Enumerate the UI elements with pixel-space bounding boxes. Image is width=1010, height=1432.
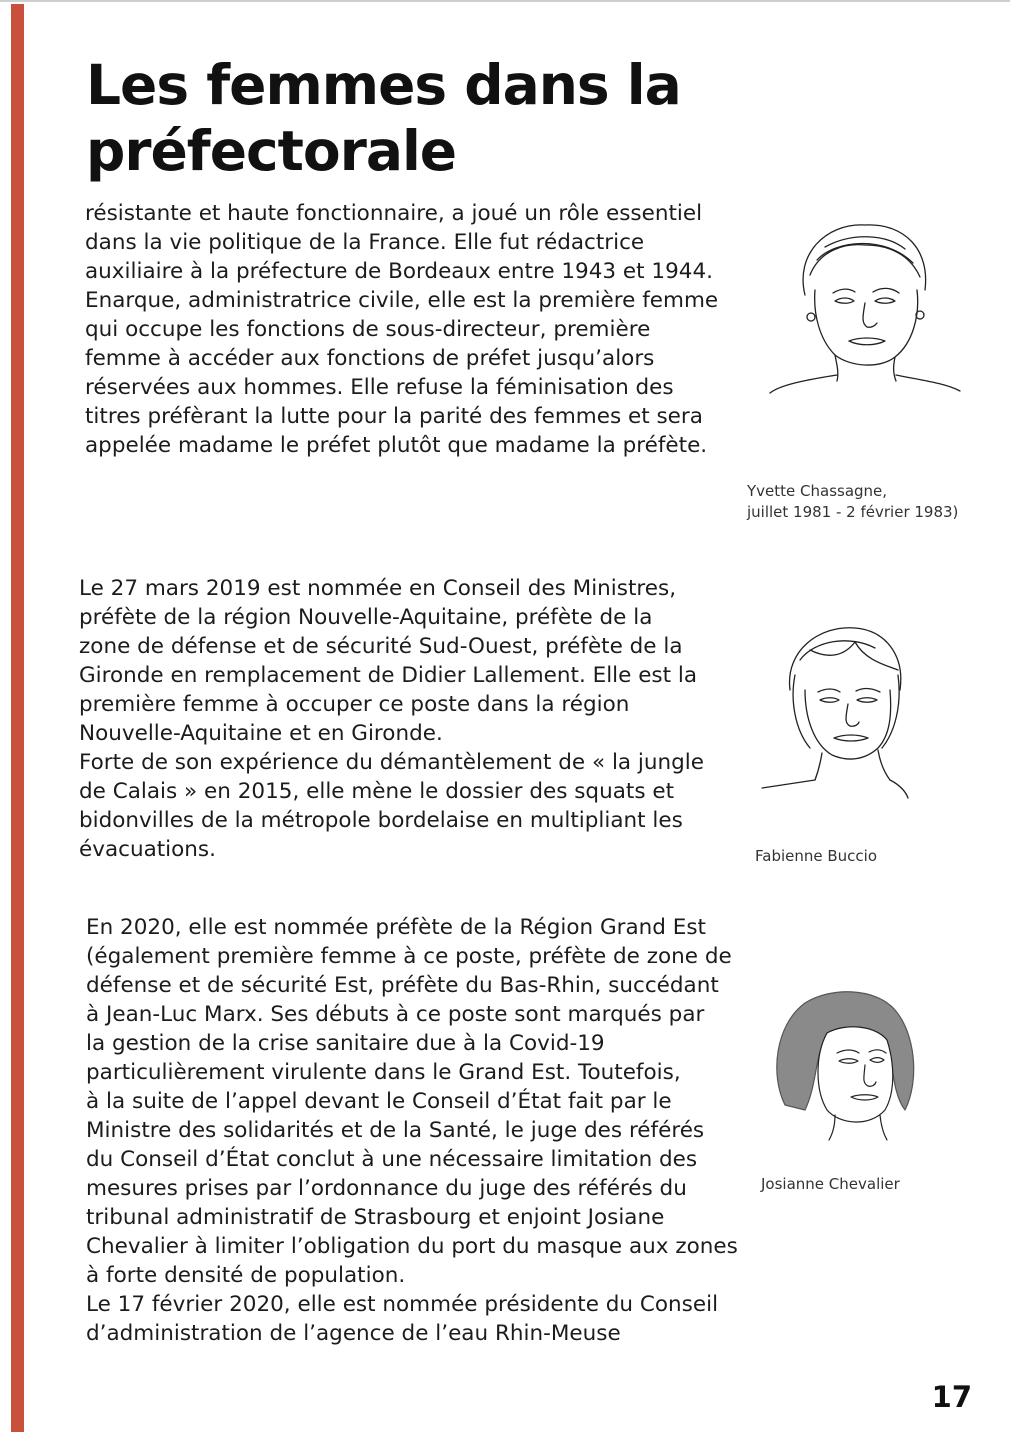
section-3-caption: Josianne Chevalier	[761, 1175, 900, 1193]
page-number: 17	[931, 1380, 972, 1414]
portrait-illustration-3	[765, 985, 925, 1145]
section-2-caption: Fabienne Buccio	[755, 847, 878, 865]
section-3-text: En 2020, elle est nommée préfète de la Région Grand Est (également première femme à ce poste, préfète de zone de défense et de sécurité Est, préfète du Bas-Rhin, succédant à Jean-Luc Marx. Ses débuts à ce poste sont marqués par la gestion de la crise sanitaire due à la Covid-19 particulièrement virulente dans le Grand Est. Toutefois, à la suite de l’appel devant le Conseil d’État fait par le Ministre des solidarités et de la Santé, le juge des référés du Conseil d’État conclut à une nécessaire limitation des mesures prises par l’ordonnance du juge des référés du tribunal administratif de Strasbourg et enjoint Josiane Chevalier à limiter l’obligation du port du masque aux zones à forte densité de population. Le 17 février 2020, elle est nommée présidente du Conseil d’administration de l’agence de l’eau Rhin-Meuse	[86, 915, 738, 1346]
portrait-illustration-2	[760, 620, 920, 800]
portrait-illustration-1	[765, 215, 965, 395]
top-rule	[0, 0, 1010, 2]
accent-side-bar	[11, 4, 24, 1432]
section-2-text: Le 27 mars 2019 est nommée en Conseil des Ministres, préfète de la région Nouvelle-Aquitaine, préfète de la zone de défense et de sécurité Sud-Ouest, préfète de la Gironde en remplacement de Didier Lallement. Elle est la première femme à occuper ce poste dans la région Nouvelle-Aquitaine et en Gironde. Forte de son expérience du démantèlement de « la jungle de Calais » en 2015, elle mène le dossier des squats et bidonvilles de la métropole bordelaise en multipliant les évacuations.	[79, 576, 705, 862]
section-1-text: résistante et haute fonctionnaire, a joué un rôle essentiel dans la vie politique de la France. Elle fut rédactrice auxiliaire à la préfecture de Bordeaux entre 1943 et 1944. Enarque, administratrice civile, elle est la première femme qui occupe les fonctions de sous-directeur, première femme à accéder aux fonctions de préfet jusqu’alors réservées aux hommes. Elle refuse la féminisation des titres préfèrant la lutte pour la parité des femmes et sera appelée madame le préfet plutôt que madame la préfète.	[85, 201, 719, 458]
section-1-caption: Yvette Chassagne, juillet 1981 - 2 février 1983)	[747, 482, 959, 521]
page-title: Les femmes dans la préfectorale	[86, 53, 681, 183]
